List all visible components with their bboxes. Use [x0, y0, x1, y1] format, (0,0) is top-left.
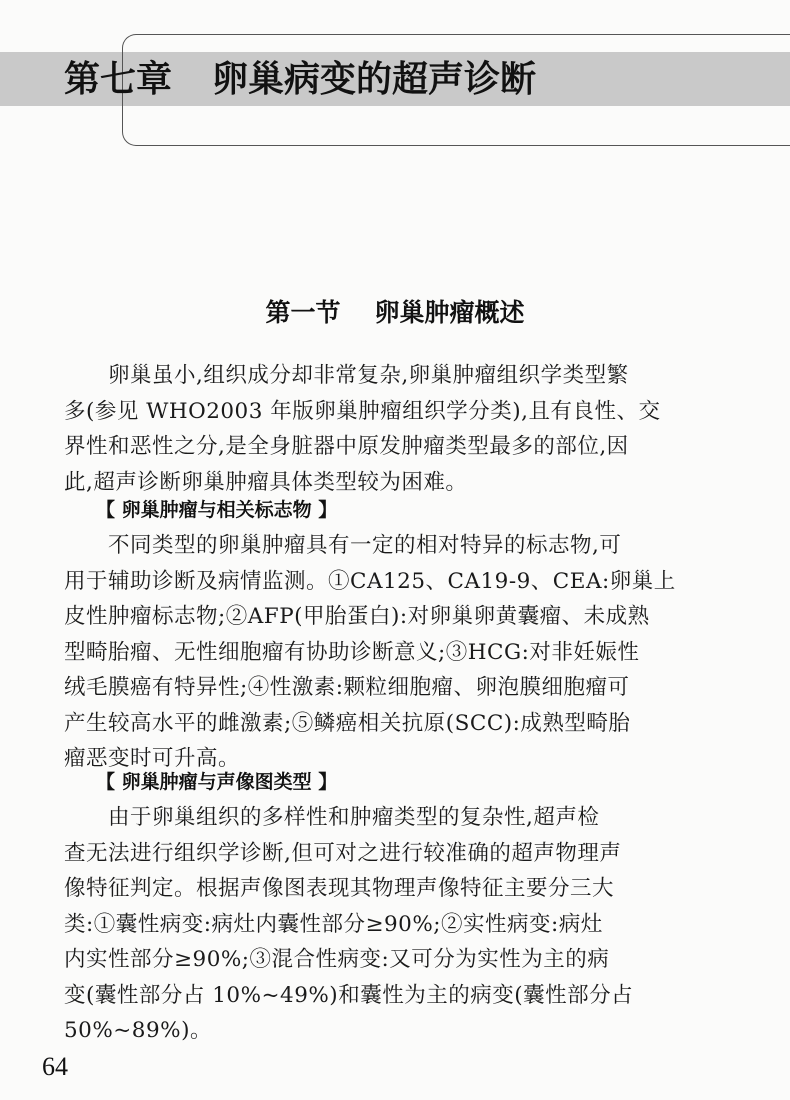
paragraph-line: 产生较高水平的雌激素;⑤鳞癌相关抗原(SCC):成熟型畸胎 — [64, 710, 631, 736]
section-number: 第一节 — [265, 298, 341, 327]
paragraph-line: 绒毛膜癌有特异性;④性激素:颗粒细胞瘤、卵泡膜细胞瘤可 — [64, 675, 630, 700]
paragraph-line: 用于辅助诊断及病情监测。①CA125、CA19-9、CEA:卵巢上 — [64, 568, 676, 594]
paragraph-overview — [64, 358, 758, 500]
paragraph-line: 卵巢虽小,组织成分却非常复杂,卵巢肿瘤组织学类型繁 — [108, 363, 629, 388]
chapter-heading — [64, 55, 536, 105]
paragraph-line: 此,超声诊断卵巢肿瘤具体类型较为困难。 — [64, 469, 468, 495]
paragraph-line: 型畸胎瘤、无性细胞瘤有协助诊断意义;③HCG:对非妊娠性 — [64, 639, 640, 665]
subheading-imaging: 【 卵巢肿瘤与声像图类型 】 — [96, 771, 338, 793]
paragraph-line: 不同类型的卵巢肿瘤具有一定的相对特异的标志物,可 — [108, 533, 622, 558]
paragraph-line: 变(囊性部分占 10%~49%)和囊性为主的病变(囊性部分占 — [64, 982, 634, 1008]
paragraph-line: 多(参见 WHO2003 年版卵巢肿瘤组织学分类),且有良性、交 — [64, 398, 661, 424]
paragraph-line: 界性和恶性之分,是全身脏器中原发肿瘤类型最多的部位,因 — [64, 434, 629, 459]
paragraph-line: 由于卵巢组织的多样性和肿瘤类型的复杂性,超声检 — [108, 805, 600, 830]
paragraph-line: 查无法进行组织学诊断,但可对之进行较准确的超声物理声 — [64, 840, 622, 866]
chapter-number: 第七章 — [64, 59, 173, 100]
paragraph-line: 50%~89%)。 — [64, 1018, 212, 1043]
paragraph-line: 瘤恶变时可升高。 — [64, 746, 241, 771]
section-title: 卵巢肿瘤概述 — [374, 298, 525, 327]
paragraph-line: 类:①囊性病变:病灶内囊性部分≥90%;②实性病变:病灶 — [64, 911, 603, 937]
paragraph-line: 像特征判定。根据声像图表现其物理声像特征主要分三大 — [64, 876, 615, 901]
section-heading — [0, 293, 790, 329]
chapter-title: 卵巢病变的超声诊断 — [212, 59, 537, 100]
paragraph-imaging — [64, 800, 758, 1049]
subheading-markers: 【 卵巢肿瘤与相关标志物 】 — [96, 499, 338, 521]
page-number: 64 — [42, 1052, 68, 1081]
paragraph-line: 内实性部分≥90%;③混合性病变:又可分为实性为主的病 — [64, 947, 610, 972]
paragraph-markers — [64, 528, 758, 777]
paragraph-line: 皮性肿瘤标志物;②AFP(甲胎蛋白):对卵巢卵黄囊瘤、未成熟 — [64, 604, 650, 629]
